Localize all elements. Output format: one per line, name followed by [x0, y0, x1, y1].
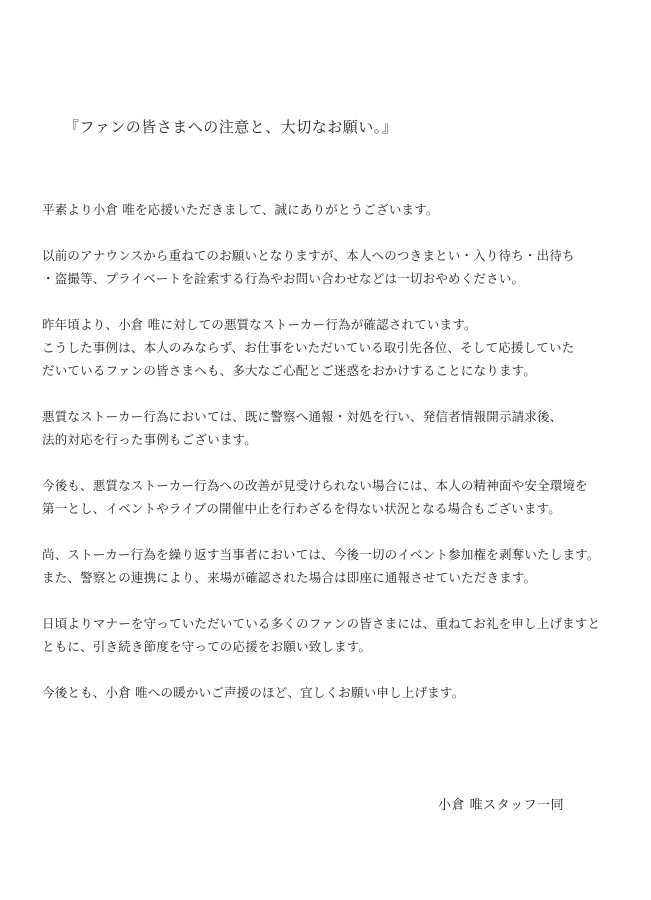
document-title: 『ファンの皆さまへの注意と、大切なお願い。』 — [64, 118, 398, 136]
text-line: 尚、ストーカー行為を繰り返す当事者においては、今後一切のイベント参加権を剥奪いたします。 — [42, 547, 600, 562]
signature: 小倉 唯スタッフ一同 — [438, 798, 565, 813]
document-body — [42, 198, 622, 727]
text-line: 第一とし、イベントやライブの開催中止を行わざるを得ない状況となる場合もございます。 — [42, 501, 561, 516]
paragraph-legal-action — [42, 405, 622, 451]
paragraph-participation-ban — [42, 543, 622, 589]
text-line: 昨年頃より、小倉 唯に対しての悪質なストーカー行為が確認されています。 — [42, 317, 477, 332]
paragraph-stalker-confirmed — [42, 313, 622, 382]
text-line: 今後とも、小倉 唯への暖かいご声援のほど、宜しくお願い申し上げます。 — [42, 685, 465, 700]
text-line: 今後も、悪質なストーカー行為への改善が見受けられない場合には、本人の精神面や安全環境を — [42, 478, 588, 493]
text-line: また、警察との連携により、来場が確認された場合は即座に通報させていただきます。 — [42, 570, 537, 585]
text-line: こうした事例は、本人のみならず、お仕事をいただいている取引先各位、そして応援していた — [42, 340, 575, 355]
paragraph-request — [42, 244, 622, 290]
text-line: 以前のアナウンスから重ねてのお願いとなりますが、本人へのつきまとい・入り待ち・出待ち — [42, 248, 575, 263]
text-line: だいているファンの皆さまへも、多大なご心配とご迷惑をおかけすることになります。 — [42, 363, 537, 378]
paragraph-thanks — [42, 612, 622, 658]
paragraph-event-cancellation — [42, 474, 622, 520]
text-line: 悪質なストーカー行為においては、既に警察へ通報・対処を行い、発信者情報開示請求後、 — [42, 409, 563, 424]
text-line: 法的対応を行った事例もございます。 — [42, 432, 257, 447]
text-line: ともに、引き続き節度を守っての応援をお願い致します。 — [42, 639, 372, 654]
text-line: 平素より小倉 唯を応援いただきまして、誠にありがとうございます。 — [42, 202, 439, 217]
text-line: 日頃よりマナーを守っていただいている多くのファンの皆さまには、重ねてお礼を申し上げますと — [42, 616, 601, 631]
text-line: ・盗撮等、プライベートを詮索する行為やお問い合わせなどは一切おやめください。 — [42, 271, 525, 286]
paragraph-closing — [42, 681, 622, 704]
paragraph-greeting — [42, 198, 622, 221]
